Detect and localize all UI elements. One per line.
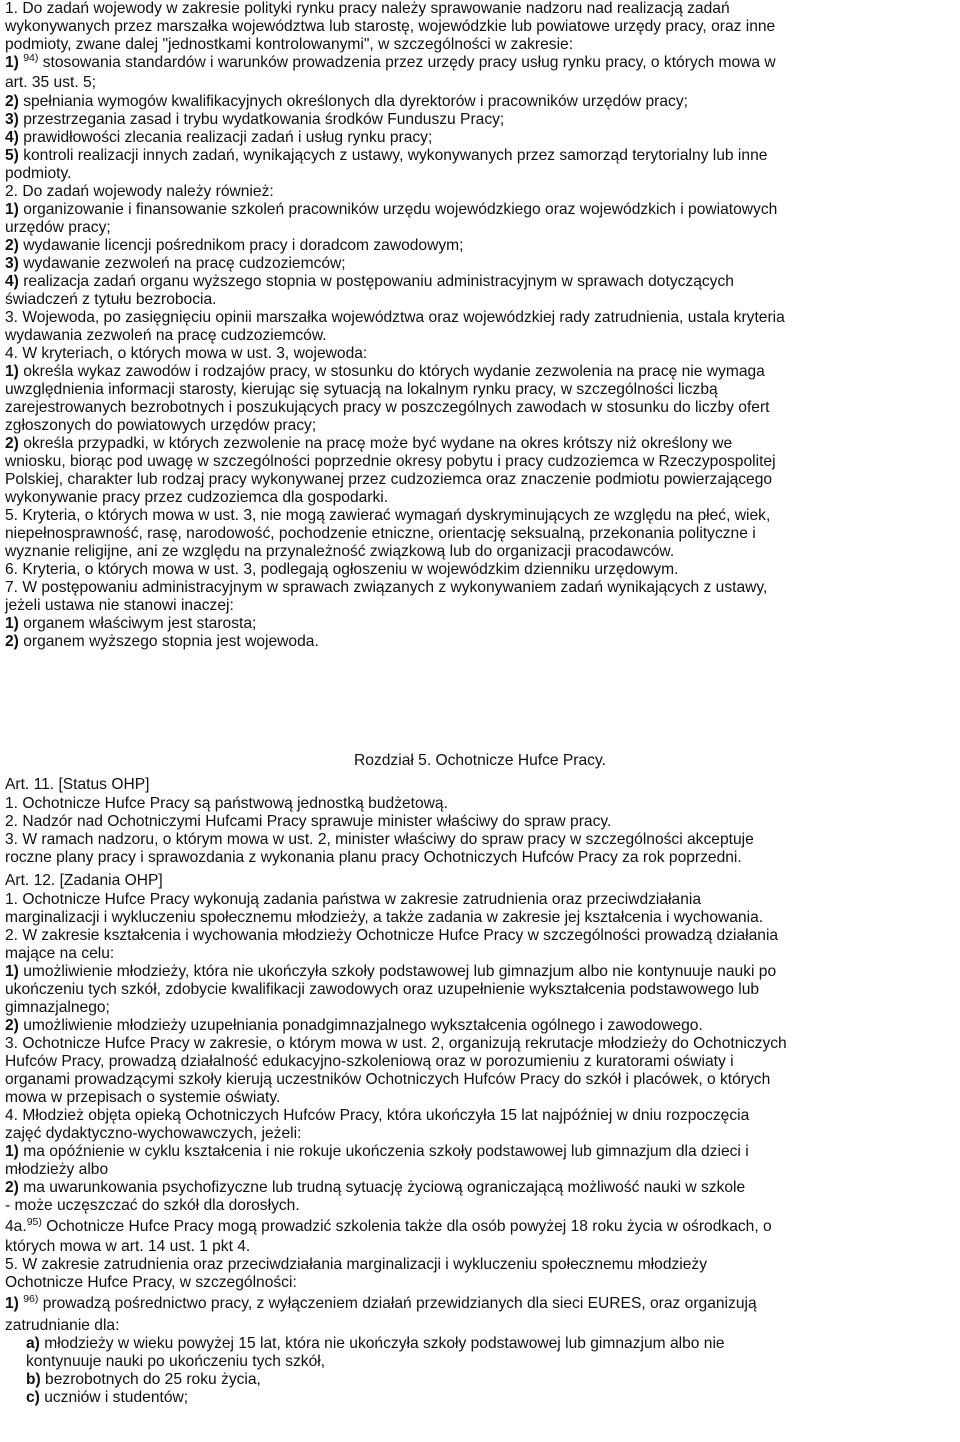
list-item — [26, 1389, 188, 1407]
list-item — [5, 201, 777, 219]
list-item-text: wydawanie zezwoleń na pracę cudzoziemców; — [18, 255, 346, 272]
text-line: zajęć dydaktyczno-wychowawczych, jeżeli: — [5, 1125, 302, 1142]
text-line: 1. Do zadań wojewody w zakresie polityki rynku pracy należy sprawowanie nadzoru nad realizacją zadań — [5, 0, 730, 17]
text-line: Polskiej, charakter lub rodzaj pracy wykonywanej przez cudzoziemca oraz znaczenie podmiotu powierzającego — [5, 471, 773, 488]
list-marker: 1) — [5, 363, 19, 380]
text-line: 1. Ochotnicze Hufce Pracy wykonują zadania państwa w zakresie zatrudnienia oraz przeciwdziałania — [5, 891, 702, 908]
text-line: jeżeli ustawa nie stanowi inaczej: — [5, 597, 234, 614]
text-line: mające na celu: — [5, 945, 115, 962]
list-item — [5, 54, 776, 72]
text-line: 5. W zakresie zatrudnienia oraz przeciwdziałania marginalizacji i wykluczeniu społecznemu młodzieży — [5, 1256, 708, 1273]
footnote-ref: 94) — [23, 52, 39, 64]
text-line: ukończeniu tych szkół, zdobycie kwalifikacji zawodowych oraz uzupełnienie wykształcenia podstawowego lub — [5, 981, 760, 998]
text-line: kontynuuje nauki po ukończeniu tych szkół, — [26, 1353, 326, 1370]
list-marker: a) — [26, 1335, 40, 1352]
text-line: 5. Kryteria, o których mowa w ust. 3, nie mogą zawierać wymagań dyskryminujących ze względu na płeć, wiek, — [5, 507, 771, 524]
list-item — [5, 1295, 757, 1313]
list-marker: 3) — [5, 111, 19, 128]
list-item — [5, 147, 767, 165]
text-line: wyznanie religijne, ani ze względu na przynależność związkową lub do organizacji pracodawców. — [5, 543, 675, 560]
text-line: 4. Młodzież objęta opieką Ochotniczych Hufców Pracy, która ukończyła 15 lat najpóźniej w dniu rozpoczęcia — [5, 1107, 750, 1124]
paragraph-number: 4a. — [5, 1218, 27, 1235]
paragraph-text: Ochotnicze Hufce Pracy mogą prowadzić szkolenia także dla osób powyżej 18 roku życia w ośrodkach, o — [41, 1218, 772, 1235]
list-item — [5, 615, 256, 633]
list-item-text: określa wykaz zawodów i rodzajów pracy, w stosunku do których wydanie zezwolenia na pracę nie wymaga — [18, 363, 765, 380]
list-item-text: umożliwienie młodzieży, która nie ukończyła szkoły podstawowej lub gimnazjum albo nie kontynuuje nauki po — [18, 963, 777, 980]
text-line: 2. Do zadań wojewody należy również: — [5, 183, 274, 200]
text-line — [5, 1218, 772, 1236]
article-heading: Art. 11. [Status OHP] — [5, 776, 150, 793]
text-line: podmioty. — [5, 165, 72, 182]
text-line: art. 35 ust. 5; — [5, 74, 97, 91]
list-marker: 5) — [5, 147, 19, 164]
list-item — [5, 1179, 745, 1197]
list-marker: 1) — [5, 963, 19, 980]
list-marker: 2) — [5, 1179, 19, 1196]
text-line: podmioty, zwane dalej "jednostkami kontrolowanymi", w szczególności w zakresie: — [5, 36, 574, 53]
text-line: 3. Ochotnicze Hufce Pracy w zakresie, o którym mowa w ust. 2, organizują rekrutacje młodzieży do Ochotniczych — [5, 1035, 787, 1052]
list-item-text: organem właściwym jest starosta; — [18, 615, 257, 632]
text-line: 3. W ramach nadzoru, o którym mowa w ust. 2, minister właściwy do spraw pracy w szczególności akceptuje — [5, 831, 754, 848]
list-item-text: realizacja zadań organu wyższego stopnia w postępowaniu administracyjnym w sprawach dotyczących — [18, 273, 734, 290]
list-marker: 2) — [5, 1017, 19, 1034]
text-line: Ochotnicze Hufce Pracy, w szczególności: — [5, 1274, 297, 1291]
list-item — [26, 1371, 261, 1389]
list-item — [5, 93, 688, 111]
list-item-text: organem wyższego stopnia jest wojewoda. — [18, 633, 319, 650]
list-item — [5, 633, 319, 651]
list-item-text: prawidłowości zlecania realizacji zadań i usług rynku pracy; — [18, 129, 433, 146]
list-marker: 2) — [5, 93, 19, 110]
text-line: zatrudnianie dla: — [5, 1317, 120, 1334]
list-item — [5, 255, 346, 273]
list-item-text: kontroli realizacji innych zadań, wynikających z ustawy, wykonywanych przez samorząd terytorialny lub inne — [18, 147, 768, 164]
list-item — [5, 1017, 703, 1035]
text-line: urzędów pracy; — [5, 219, 111, 236]
text-line: 6. Kryteria, o których mowa w ust. 3, podlegają ogłoszeniu w wojewódzkim dzienniku urzędowym. — [5, 561, 679, 578]
list-item-text: stosowania standardów i warunków prowadzenia przez urzędy pracy usług rynku pracy, o których mowa w — [38, 54, 776, 71]
list-marker: 2) — [5, 237, 19, 254]
list-item-text: przestrzegania zasad i trybu wydatkowania środków Funduszu Pracy; — [18, 111, 505, 128]
list-marker: 4) — [5, 129, 19, 146]
list-item — [5, 129, 432, 147]
list-item — [5, 237, 464, 255]
list-marker: 3) — [5, 255, 19, 272]
footnote-ref: 96) — [23, 1293, 39, 1305]
list-item-text: umożliwienie młodzieży uzupełniania ponadgimnazjalnego wykształcenia ogólnego i zawodowego. — [18, 1017, 703, 1034]
text-line: zarejestrowanych bezrobotnych i poszukujących pracy w poszczególnych zawodach w stosunku do liczby ofert — [5, 399, 770, 416]
list-marker: b) — [26, 1371, 41, 1388]
list-item — [5, 363, 765, 381]
chapter-heading: Rozdział 5. Ochotnicze Hufce Pracy. — [354, 752, 606, 769]
text-line: świadczeń z tytułu bezrobocia. — [5, 291, 217, 308]
footnote-ref: 95) — [26, 1216, 42, 1228]
text-line: których mowa w art. 14 ust. 1 pkt 4. — [5, 1238, 251, 1255]
list-item-text: ma uwarunkowania psychofizyczne lub trudną sytuację życiową ograniczającą możliwość nauki w szkole — [18, 1179, 746, 1196]
text-line: 2. Nadzór nad Ochotniczymi Hufcami Pracy sprawuje minister właściwy do spraw pracy. — [5, 813, 612, 830]
text-line: marginalizacji i wykluczeniu społecznemu młodzieży, a także zadania w zakresie jej kształcenia i wychowania. — [5, 909, 764, 926]
list-item — [5, 1143, 749, 1161]
list-item-text: młodzieży w wieku powyżej 15 lat, która nie ukończyła szkoły podstawowej lub gimnazjum albo nie — [39, 1335, 725, 1352]
list-marker: 1) — [5, 54, 19, 71]
text-line: wydawania zezwoleń na pracę cudzoziemców. — [5, 327, 327, 344]
text-line: wniosku, biorąc pod uwagę w szczególności poprzednie okresy pobytu i pracy cudzoziemca w Rzeczypospolitej — [5, 453, 776, 470]
text-line: 1. Ochotnicze Hufce Pracy są państwową jednostką budżetową. — [5, 795, 448, 812]
text-line: organami prowadzącymi szkoły kierują uczestników Ochotniczych Hufców Pracy do szkół i placówek, o których — [5, 1071, 771, 1088]
list-item — [5, 111, 504, 129]
list-item — [5, 963, 776, 981]
text-line: roczne plany pracy i sprawozdania z wykonania planu pracy Ochotniczych Hufców Pracy za rok poprzedni. — [5, 849, 742, 866]
text-line: mowa w przepisach o systemie oświaty. — [5, 1089, 281, 1106]
list-marker: 2) — [5, 435, 19, 452]
list-item — [5, 273, 734, 291]
text-line: 4. W kryteriach, o których mowa w ust. 3, wojewoda: — [5, 345, 368, 362]
list-item-text: ma opóźnienie w cyklu kształcenia i nie rokuje ukończenia szkoły podstawowej lub gimnazjum dla dzieci i — [18, 1143, 749, 1160]
list-item-text: prowadzą pośrednictwo pracy, z wyłączeniem działań przewidzianych dla sieci EURES, oraz organizują — [38, 1295, 757, 1312]
text-line: - może uczęszczać do szkół dla dorosłych. — [5, 1197, 300, 1214]
list-item — [5, 435, 732, 453]
list-item-text: bezrobotnych do 25 roku życia, — [40, 1371, 261, 1388]
text-line: 2. W zakresie kształcenia i wychowania młodzieży Ochotnicze Hufce Pracy w szczególności prowadzą działania — [5, 927, 779, 944]
list-item-text: wydawanie licencji pośrednikom pracy i doradcom zawodowym; — [18, 237, 464, 254]
text-line: młodzieży albo — [5, 1161, 109, 1178]
list-marker: c) — [26, 1389, 40, 1406]
list-marker: 2) — [5, 633, 19, 650]
list-marker: 1) — [5, 1143, 19, 1160]
text-line: 7. W postępowaniu administracyjnym w sprawach związanych z wykonywaniem zadań wynikających z ustawy, — [5, 579, 768, 596]
text-line: wykonywanych przez marszałka województwa lub starostę, wojewódzkie lub powiatowe urzędy pracy, oraz inne — [5, 18, 776, 35]
list-item — [26, 1335, 725, 1353]
list-item-text: organizowanie i finansowanie szkoleń pracowników urzędu wojewódzkiego oraz wojewódzkich i powiatowych — [18, 201, 778, 218]
text-line: niepełnosprawność, rasę, narodowość, pochodzenie etniczne, orientację seksualną, przekonania polityczne i — [5, 525, 756, 542]
list-item-text: spełniania wymogów kwalifikacyjnych określonych dla dyrektorów i pracowników urzędów pracy; — [18, 93, 688, 110]
list-marker: 1) — [5, 1295, 19, 1312]
list-marker: 1) — [5, 615, 19, 632]
list-item-text: określa przypadki, w których zezwolenie na pracę może być wydane na okres krótszy niż określony we — [18, 435, 733, 452]
text-line: 3. Wojewoda, po zasięgnięciu opinii marszałka województwa oraz wojewódzkiej rady zatrudnienia, ustala kryteria — [5, 309, 785, 326]
text-line: wykonywanie pracy przez cudzoziemca dla gospodarki. — [5, 489, 389, 506]
article-heading: Art. 12. [Zadania OHP] — [5, 872, 163, 889]
list-marker: 4) — [5, 273, 19, 290]
text-line: zgłoszonych do powiatowych urzędów pracy; — [5, 417, 317, 434]
text-line: gimnazjalnego; — [5, 999, 110, 1016]
list-item-text: uczniów i studentów; — [39, 1389, 189, 1406]
text-line: uwzględnienia informacji starosty, kierując się sytuacją na lokalnym rynku pracy, w szczególności liczbą — [5, 381, 718, 398]
list-marker: 1) — [5, 201, 19, 218]
text-line: Hufców Pracy, prowadzą działalność edukacyjno-szkoleniową oraz w porozumieniu z kuratorami oświaty i — [5, 1053, 734, 1070]
